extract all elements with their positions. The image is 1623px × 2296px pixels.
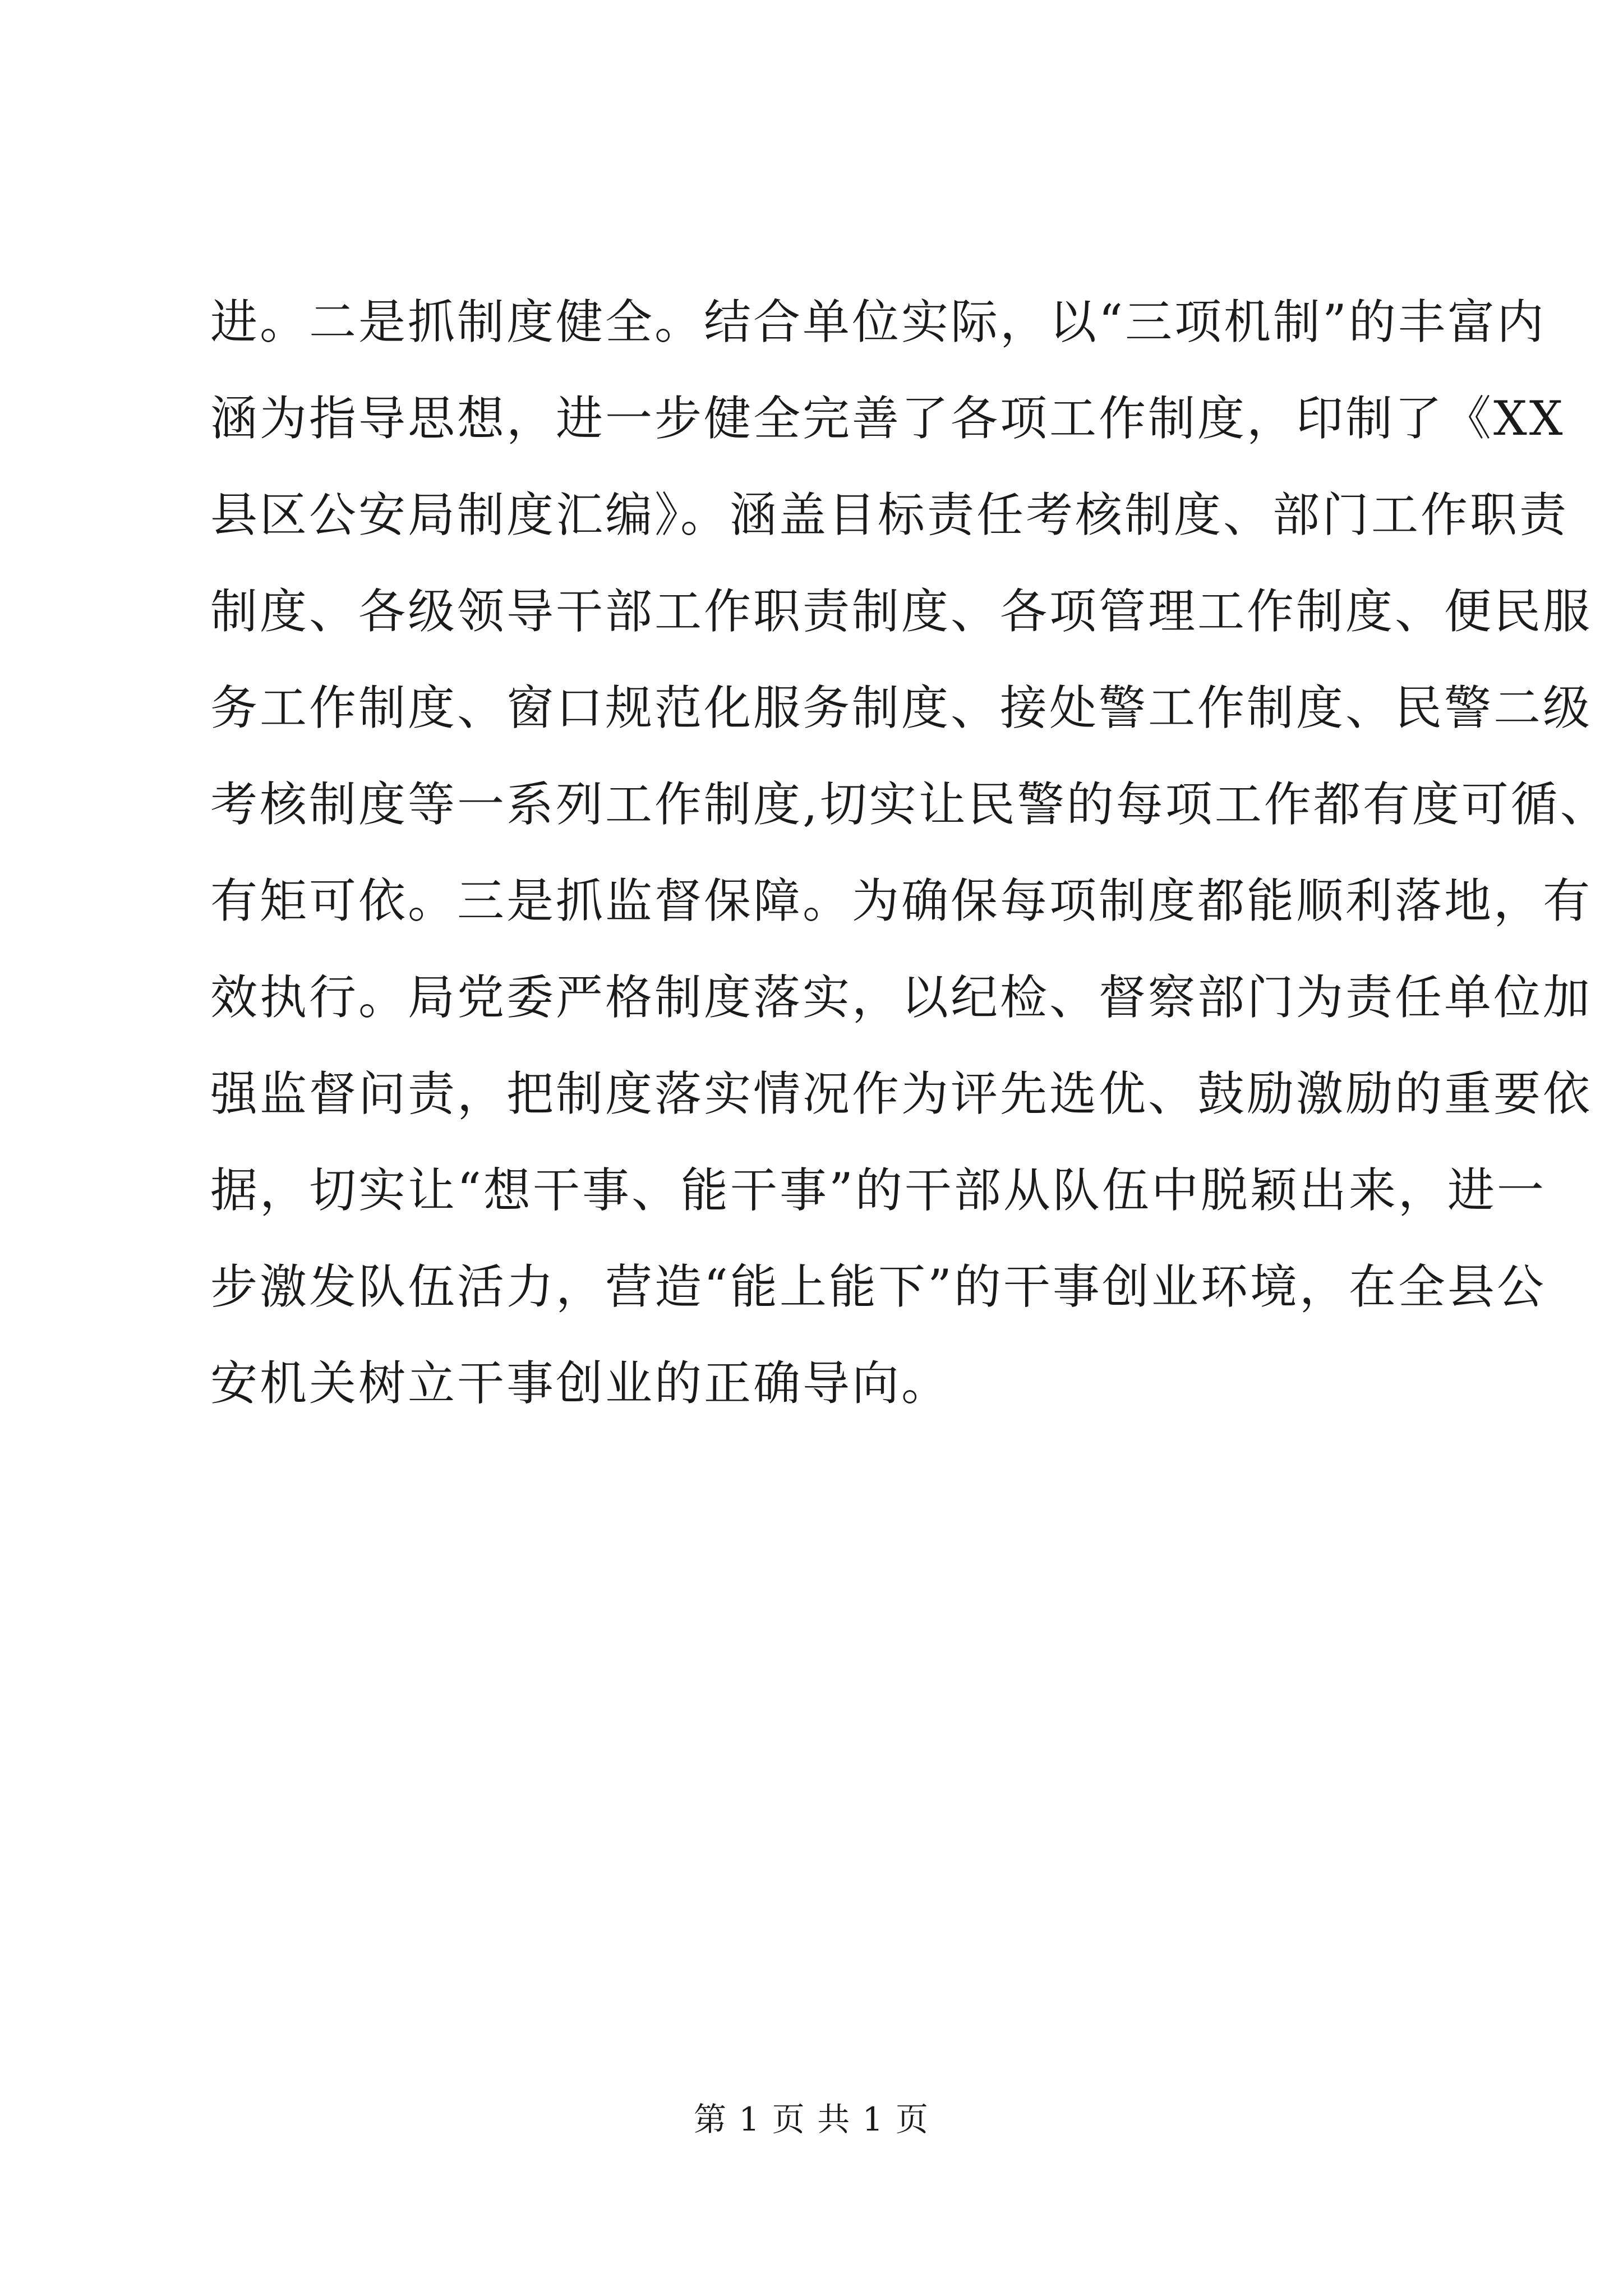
text-line: 据，切实让“想干事、能干事”的干部从队伍中脱颖出来，进一: [210, 1163, 1546, 1218]
text-line: 步激发队伍活力，营造“能上能下”的干事创业环境，在全县公: [210, 1259, 1546, 1314]
text-line: 制度、各级领导干部工作职责制度、各项管理工作制度、便民服: [210, 584, 1593, 639]
text-line: 考核制度等一系列工作制度,切实让民警的每项工作都有度可循、: [210, 777, 1610, 832]
text-line: 涵为指导思想，进一步健全完善了各项工作制度，印制了《XX: [210, 391, 1565, 446]
text-line: 进。二是抓制度健全。结合单位实际，以“三项机制”的丰富内: [210, 295, 1546, 349]
text-line: 强监督问责，把制度落实情况作为评先选优、鼓励激励的重要依: [210, 1066, 1593, 1121]
text-line: 有矩可依。三是抓监督保障。为确保每项制度都能顺利落地，有: [210, 873, 1593, 928]
text-line: 效执行。局党委严格制度落实，以纪检、督察部门为责任单位加: [210, 970, 1593, 1025]
body-paragraph: [210, 274, 1610, 1432]
text-line: 县区公安局制度汇编》。涵盖目标责任考核制度、部门工作职责: [210, 487, 1569, 542]
text-line: 安机关树立干事创业的正确导向。: [210, 1356, 951, 1411]
text-line: 务工作制度、窗口规范化服务制度、接处警工作制度、民警二级: [210, 680, 1593, 735]
page-number-footer: 第 1 页 共 1 页: [694, 2100, 929, 2138]
